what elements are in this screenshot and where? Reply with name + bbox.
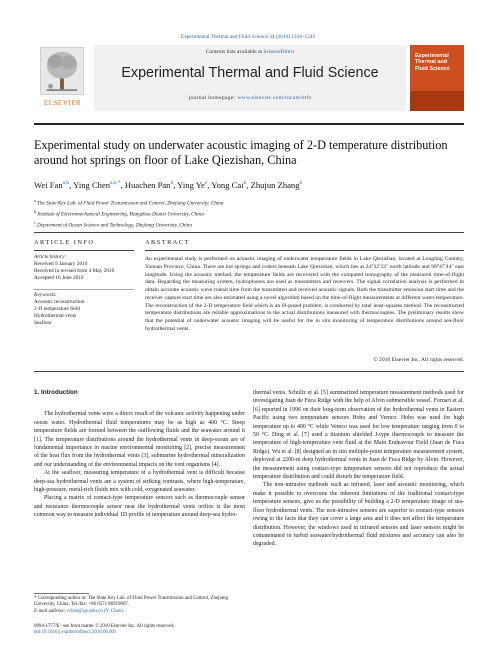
body-column-right [253, 389, 464, 549]
journal-homepage [94, 95, 406, 101]
author-affil-mark: b [170, 180, 174, 187]
keywords [34, 292, 134, 327]
footnote-rule [34, 593, 89, 594]
elsevier-wordmark: ELSEVIER [43, 99, 82, 107]
keyword: Acoustic reconstruction [34, 299, 85, 306]
cover-title: Experimental Thermal and Fluid Science [415, 53, 450, 72]
history-label: Article history: [34, 254, 67, 260]
keyword: Seafloor [34, 320, 52, 327]
keywords-divider [34, 289, 134, 290]
journal-reference[interactable]: Experimental Thermal and Fluid Science 34 (2010) 1334–1345 [180, 34, 316, 40]
abstract-rule [145, 250, 464, 251]
elsevier-tree-icon [40, 47, 84, 95]
author-affil-mark: a,b [62, 180, 70, 187]
copyright: © 2010 Elsevier Inc. All rights reserved. [373, 357, 464, 363]
email-label: E-mail address: [34, 608, 67, 614]
keyword: Hydrothermal vents [34, 313, 77, 320]
body-paragraph: At the seafloor, measuring temperature of a hydrothermal vent is difficult because deep-sea hydrothermal vents are a system of striking contrasts, where high-temperature, high-pressure, metal-rich fluids mix with cold, oxygenated seawater. [34, 470, 245, 494]
masthead [34, 45, 464, 111]
abstract-text: An experimental study is performed on acoustic imaging of underwater temperature fields in Lake Qiezishan, located at Longling Country, Yunnan Province, China. There are hot springs and craters beneath Lake Qiezishan, which lies at 24°32′33″ north latitude and 98°47′44″ east longitude. Using the acoustic method, the temperature fields are recovered with the computed tomography of the measured time-of-flight data. Regarding the measuring system, hydrophones are used as transmitters and receivers. The signal correlation analysis is performed to obtain accurate acoustic wave transit time from the transmitted and received acoustic signals. Both the transmitter emission start time and the receiver capture start time are also estimated using a novel algorithm based on the time-of-flight measurements at different water temperature. The reconstruction of the 2-D temperature field which is an ill-posed problem, is conducted by total least-squares method. The reconstructed temperature distributions are reliable approximations to the actual distributions measured with thermocouples. The preliminary results show that the potential of underwater acoustic imaging will be useful for the in situ monitoring of temperature distributions around sea-floor hydrothermal vents. [145, 256, 464, 332]
section-heading: 1. Introduction [34, 389, 78, 396]
article-history [34, 254, 134, 282]
article-title: Experimental study on underwater acoustic imaging of 2-D temperature distribution around hot springs on floor of Lake Qiezishan, China [34, 138, 448, 167]
page-footer [34, 624, 234, 637]
history-item: Accepted 16 June 2010 [34, 275, 84, 282]
doi-link[interactable]: doi:10.1016/j.expthermflusci.2010.06.005 [34, 630, 117, 636]
footnote-text: Corresponding author at: The State Key Lab. of Fluid Power Transmission and Control, Zhejiang University, China. Tel./fax: +86 0571 86919007. [34, 596, 228, 608]
author-name[interactable]: Huachen Pan [124, 180, 171, 190]
author-name[interactable]: Ying Chen [73, 180, 111, 190]
journal-cover[interactable] [410, 45, 464, 111]
author-list: Wei Fan$^{a,b}$, Ying Chen$^{a,b,*}$, Huachen Pan$^b$, Ying Ye$^c$, Yong Cai$^b$, Zhujun Zhang$^b$ [34, 180, 303, 190]
history-item: Received in revised form 4 May 2010 [34, 268, 115, 275]
body-paragraph: thermal vents. Schultz et al. [5] summarized temperature measurement methods used for investigating Juan de Fuca Ridge with the help of Alvin submersible vessel. Fornari et al. [6] reported in 1996 on their long-term observation of the hydrothermal vents in Eastern Pacific using two temperature sensors Hobo and Vemco. Hobo was used for high temperature up to 400 °C while Vemco was used for low temperature ranging from 0 to 50 °C. Ding et al. [7] used a titanium shielded J-type thermocouple to measure the temperature of high-temperature vent fluid at the Main Endeavour Field (Juan de Fuca Ridge). Wu et al. [8] designed an in situ multiple-point temperature measurement system, deployed at 2200-m deep hydrothermal vents in Juan de Fuca Ridge by Alvin. However, the measurement using contact-type temperature sensors did not reproduce the actual temperature distribution and could disturb the temperature field. [253, 390, 464, 481]
affiliation: $^b$ Institute of Electromechanical Engineering, Hangzhou Dianzi University, China [34, 209, 204, 218]
journal-title: Experimental Thermal and Fluid Science [121, 65, 379, 81]
author-name[interactable]: Yong Cai [211, 180, 244, 190]
affiliation: $^a$ The State Key Lab. of Fluid Power Transmission and Control, Zhejiang University, China [34, 198, 224, 207]
author-affil-mark: b [299, 180, 303, 187]
info-rule [34, 250, 134, 251]
contents-prefix: Contents lists available at [205, 49, 264, 55]
info-rule-top [34, 232, 464, 233]
author-affil-mark: c [204, 180, 208, 187]
author-name[interactable]: Ying Ye [177, 180, 205, 190]
footnote-mark: * [34, 596, 37, 601]
header-rule [34, 123, 464, 125]
email-link[interactable]: ychen@zju.edu.cn (Y. Chen). [66, 608, 125, 614]
sciencedirect-link[interactable]: ScienceDirect [263, 49, 295, 55]
body-paragraph: The hydrothermal vents were a direct result of the volcanic activity happening under ocean water. Hydrothermal fluid temperatures may be as high as 400 °C. Steep temperature fields are formed between the outflowing fluids and the seawater around it [1]. The temperature distributions around the hydrothermal vents in deep-ocean are of fundamental importance in marine environmental monitoring [2], precise measurement of the heat flux from the hydrothermal vents [3], submarine hydrothermal mineralization and our understanding of the environmental impacts on the vent organisms [4]. [34, 411, 245, 468]
affiliations [34, 197, 464, 230]
abstract-heading: ABSTRACT [145, 239, 190, 246]
keywords-label: Keywords: [34, 292, 57, 298]
homepage-link[interactable]: www.elsevier.com/locate/etfs [237, 95, 312, 101]
author-name[interactable]: Wei Fan [34, 180, 63, 190]
author-name[interactable]: Zhujun Zhang [250, 180, 300, 190]
author-affil-mark: b [243, 180, 247, 187]
elsevier-logo[interactable] [34, 45, 91, 111]
keyword: 2-D temperature field [34, 306, 80, 313]
contents-line [94, 49, 406, 55]
history-item: Received 9 January 2010 [34, 261, 88, 268]
body-column-left [34, 389, 245, 520]
masthead-banner [94, 45, 406, 111]
footnote [34, 596, 244, 615]
body-paragraph: The non-intrusive methods such as infrared, laser and acoustic monitoring, which make it possible to overcome the inherent limitations of the traditional contact-type temperature sensors, give us the possibility of building a 2-D temperature image of sea-floor hydrothermal vents. The non-intrusive sensors are superior to contact-type sensors owing to the facts that they can cover a large area and it does not affect the temperature distribution. However, the windows used in infrared sensors and laser sensors might be contaminated in turbid seawater/hydrothermal fluid mixtures and accuracy can also be degraded. [253, 482, 464, 548]
cover-band [410, 91, 464, 111]
homepage-prefix: journal homepage: [188, 95, 238, 101]
body-paragraph: Placing a matrix of contact-type temperature sensors such as thermocouple sensor and resistance thermocouple sensor near the hydrothermal vents orifice is the most common way to measure individual 1D profile of temperature around deep-sea hydro- [34, 495, 245, 519]
abstract-rule-bottom [34, 371, 464, 372]
issn-line: 0894-1777/$ - see front matter © 2010 Elsevier Inc. All rights reserved. [34, 624, 175, 629]
article-info-heading: ARTICLE INFO [34, 239, 95, 246]
author-affil-mark: a,b,* [110, 180, 121, 187]
affiliation: $^c$ Department of Ocean Science and Technology, Zhejiang University, China [34, 220, 192, 229]
